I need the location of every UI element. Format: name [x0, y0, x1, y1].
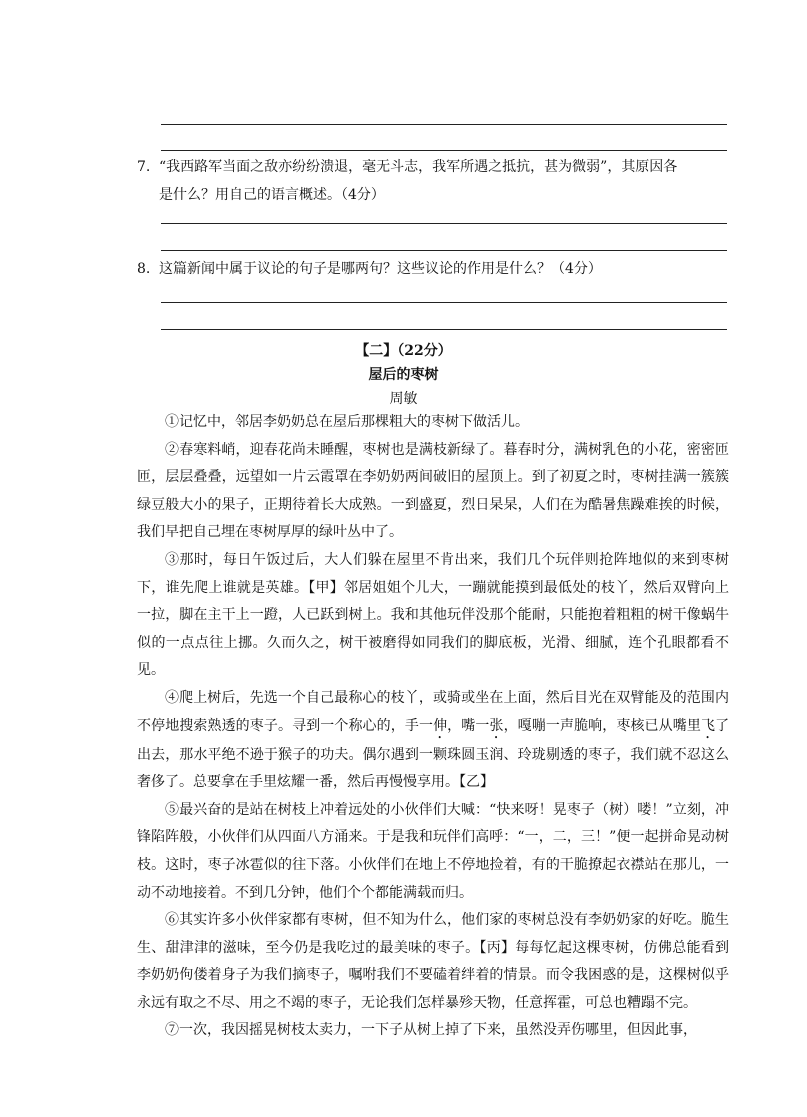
paragraph-4-text: ，嘎嘣一声脆响，枣核已从嘴里 [503, 717, 701, 734]
paragraph-4-text: ，嘴一 [447, 717, 490, 734]
article-body [137, 409, 729, 1045]
paragraph-5: ⑤最兴奋的是站在树枝上冲着远处的小伙伴们大喊：“快来呀！晃枣子（树）喽！”立刻，冲锋陷阵般，小伙伴们从四面八方涌来。于是我和玩伴们高呼：“一，二，三！”便一起拼命晃动树枝。这时，枣子冰雹似的往下落。小伙伴们在地上不停地捡着，有的干脆撩起衣襟站在那儿，一动不动地接着。不到几分钟，他们个个都能满载而归。 [137, 801, 729, 901]
question-number: 8. [137, 261, 151, 277]
question-number: 7. [137, 159, 151, 175]
question-8 [137, 255, 737, 283]
section-heading: 【二】（22分） [355, 343, 452, 359]
paragraph-1: ①记忆中，邻居李奶奶总在屋后那棵粗大的枣树下做活儿。 [165, 414, 529, 430]
answer-line [161, 329, 727, 330]
question-text: 这篇新闻中属于议论的句子是哪两句？这些议论的作用是什么？（4分） [159, 261, 602, 277]
paragraph-4-text: ④爬上树后，先选一个自己最称心的枝丫，或骑或坐在上面，然后目光在双臂能及的范围内不停地搜索熟透的枣子。寻到一个称心的，手一 [137, 689, 729, 734]
article-title: 屋后的枣树 [368, 367, 439, 383]
paragraph-7: ⑦一次，我因摇晃树枝太卖力，一下子从树上掉了下来，虽然没弄伤哪里，但因此事， [165, 1022, 697, 1039]
emphasized-char: 张 [489, 717, 504, 734]
answer-line [161, 124, 727, 125]
article-author: 周敏 [389, 391, 418, 407]
emphasized-char: 伸 [433, 717, 448, 734]
paragraph-2: ②春寒料峭，迎春花尚未睡醒，枣树也是满枝新绿了。暮春时分，满树乳色的小花，密密匝匝，层层叠叠，远望如一片云霞罩在李奶奶两间破旧的屋顶上。到了初夏之时，枣树挂满一簇簇绿豆般大小的果子，正期待着长大成熟。一到盛夏，烈日杲杲，人们在为酷暑焦躁难挨的时候，我们早把自己埋在枣树厚厚的绿叶丛中了。 [137, 441, 729, 541]
paragraph-4-text: 了出去，那水平绝不逊于猴子的功夫。偶尔遇到一颗珠圆玉润、玲珑剔透的枣子，我们就不忍这么奢侈了。总要拿在手里炫耀一番，然后再慢慢享用。【乙】 [137, 717, 730, 791]
answer-line [161, 223, 727, 224]
question-text-continued: 是什么？用自己的语言概述。（4分） [159, 187, 385, 203]
answer-line [161, 150, 727, 151]
paragraph-3: ③那时，每日午饭过后，大人们躲在屋里不肯出来，我们几个玩伴则抢阵地似的来到枣树下，谁先爬上谁就是英雄。【甲】邻居姐姐个儿大，一蹦就能摸到最低处的枝丫，然后双臂向上一拉，脚在主干上一蹬，人已跃到树上。我和其他玩伴没那个能耐，只能抱着粗粗的树干像蜗牛似的一点点往上挪。久而久之，树干被磨得如同我们的脚底板，光滑、细腻，连个孔眼都看不见。 [137, 551, 729, 679]
answer-line [161, 250, 727, 251]
paragraph-4 [137, 685, 729, 797]
question-7 [137, 153, 737, 209]
answer-line [161, 302, 727, 303]
question-text: “我西路军当面之敌亦纷纷溃退，毫无斗志，我军所遇之抵抗，甚为微弱”，其原因各 [159, 159, 678, 175]
emphasized-char: 飞 [700, 717, 716, 734]
paragraph-6: ⑥其实许多小伙伴家都有枣树，但不知为什么，他们家的枣树总没有李奶奶家的好吃。脆生生、甜津津的滋味，至今仍是我吃过的最美味的枣子。【丙】每每忆起这棵枣树，仿佛总能看到李奶奶佝偻着身子为我们摘枣子，嘱咐我们不要磕着绊着的情景。而令我困惑的是，这棵树似乎永远有取之不尽、用之不竭的枣子，无论我们怎样暴殄天物，任意挥霍，可总也糟蹋不完。 [137, 912, 729, 1011]
